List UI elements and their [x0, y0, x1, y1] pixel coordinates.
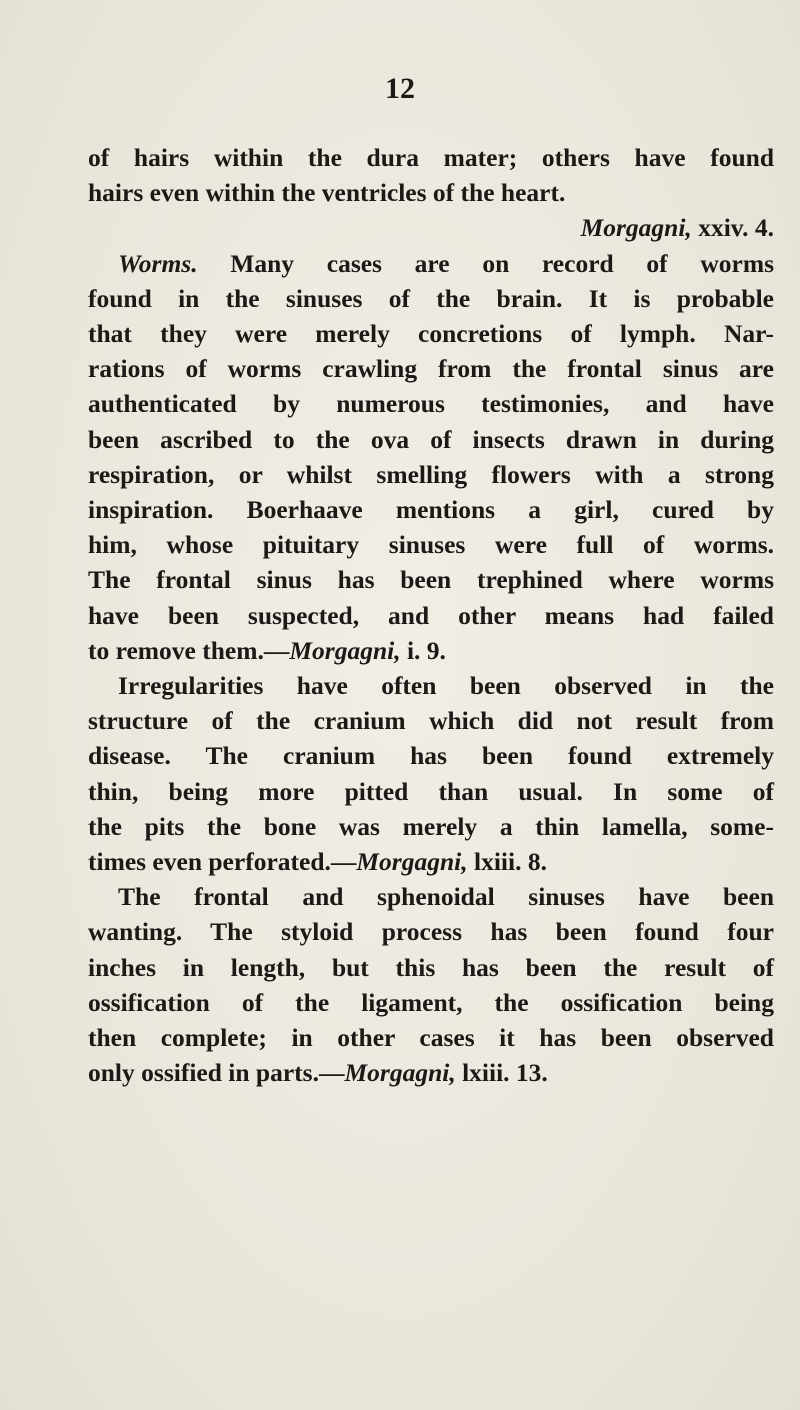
paragraph-start-line	[88, 246, 774, 281]
section-heading: Worms.	[118, 248, 198, 278]
text-line-pre: times even perforated.—	[88, 847, 357, 877]
paragraph-start-line: The frontal and sphenoidal sinuses have been	[118, 882, 774, 912]
text-line: disease. The cranium has been found extremely	[88, 741, 774, 771]
text-line: hairs even within the ventricles of the heart.	[88, 178, 566, 208]
citation-author: Morgagni,	[580, 213, 692, 243]
text-line-pre: only ossified in parts.—	[88, 1058, 345, 1088]
citation-author: Morgagni,	[356, 847, 468, 877]
text-line: of hairs within the dura mater; others have found	[88, 143, 774, 172]
citation-reference: i. 9.	[400, 635, 446, 665]
text-line: the pits the bone was merely a thin lamella, some-	[88, 811, 774, 841]
page-number: 12	[385, 72, 415, 105]
citation-reference: lxiii. 8.	[467, 847, 547, 877]
page-body-text	[88, 140, 774, 1090]
text-line: rations of worms crawling from the frontal sinus are	[88, 354, 774, 384]
text-line: ossification of the ligament, the ossification being	[88, 987, 774, 1017]
text-line-pre: to remove them.—	[88, 635, 290, 665]
citation-reference: lxiii. 13.	[455, 1058, 548, 1088]
text-line: structure of the cranium which did not result from	[88, 706, 774, 736]
text-line-rest: Many cases are on record of worms	[197, 248, 774, 278]
paragraph-start-line: Irregularities have often been observed in the	[118, 671, 774, 701]
citation-line	[88, 844, 774, 879]
text-line: that they were merely concretions of lymph. Nar-	[88, 319, 774, 349]
text-line: found in the sinuses of the brain. It is probable	[88, 283, 774, 313]
text-line: inches in length, but this has been the result of	[88, 952, 774, 982]
citation-reference: xxiv. 4.	[691, 213, 774, 243]
citation-line	[88, 210, 774, 245]
text-line: inspiration. Boerhaave mentions a girl, cured by	[88, 495, 774, 525]
citation-line	[88, 633, 774, 668]
text-line: authenticated by numerous testimonies, and have	[88, 389, 774, 419]
text-line: been ascribed to the ova of insects drawn in during	[88, 424, 774, 454]
text-line: The frontal sinus has been trephined where worms	[88, 565, 774, 595]
citation-author: Morgagni,	[289, 635, 401, 665]
text-line: have been suspected, and other means had failed	[88, 600, 774, 630]
text-line: him, whose pituitary sinuses were full of worms.	[88, 530, 774, 560]
text-line: respiration, or whilst smelling flowers with a strong	[88, 459, 774, 489]
text-line: wanting. The styloid process has been found four	[88, 917, 774, 947]
citation-author: Morgagni,	[344, 1058, 456, 1088]
citation-line	[88, 1055, 774, 1090]
text-line: thin, being more pitted than usual. In some of	[88, 776, 774, 806]
text-line: then complete; in other cases it has been observed	[88, 1023, 774, 1053]
